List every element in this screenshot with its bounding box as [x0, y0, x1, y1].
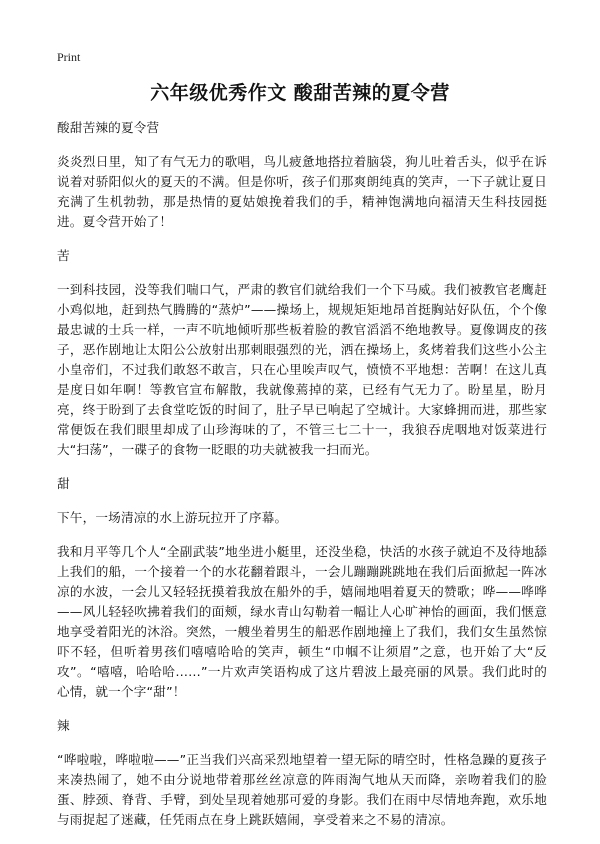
spicy-paragraph: “哗啦啦，哗啦啦——”正当我们兴高采烈地望着一望无际的晴空时，性格急躁的夏孩子来凑热闹了，她不由分说地带着那丝丝凉意的阵雨淘气地从天而降，亲吻着我们的脸蛋、脖颈、脊背、手臂，到处呈现着她那可爱的身影。我们在雨中尽情地奔跑，欢乐地与雨捉起了迷藏，任凭雨点在身上跳跃嬉闹，享受着来之不易的清凉。 — [57, 752, 547, 827]
page-title: 六年级优秀作文 酸甜苦辣的夏令营 — [150, 82, 450, 104]
sweet-paragraph-2: 我和月平等几个人“全副武装”地坐进小艇里，还没坐稳，快活的水孩子就迫不及待地舔上我们的船，一个接着一个的水花翻着跟斗，一会儿蹦蹦跳跳地在我们后面掀起一阵冰凉的水波，一会儿又轻轻抚摸着我放在船外的手，嬉闹地唱着夏天的赞歌；哗——哗哗——风儿轻轻吹拂着我们的面颊，绿水青山勾勒着一幅让人心旷神怡的画面，我们惬意地享受着阳光的沐浴。突然，一艘坐着男生的船恶作剧地撞上了我们，我们女生虽然惊吓不轻，但听着男孩们嘻嘻哈哈的笑声，顿生“巾帼不让须眉”之意，也开始了大“反攻”。“嘻嘻，哈哈哈……”一片欢声笑语构成了这片碧波上最亮丽的风景。我们此时的心情，就一个字“甜”！ — [57, 544, 547, 699]
article-body — [57, 118, 547, 844]
section-heading-sweet: 甜 — [57, 476, 70, 491]
bitter-paragraph: 一到科技园，没等我们喘口气，严肃的教官们就给我们一个下马威。我们被教官老鹰赶小鸡似地，赶到热气腾腾的“蒸炉”——操场上，规规矩矩地昂首挺胸站好队伍，个个像最忠诚的士兵一样，一声不吭地倾听那些板着脸的教官滔滔不绝地教导。夏像调皮的孩子，恶作剧地让太阳公公放射出那刺眼强烈的光，洒在操场上，炙烤着我们这些小公主小皇帝们，不过我们敢怒不敢言，只在心里唉声叹气，愤愤不平地想：苦啊！在这儿真是度日如年啊！等教官宣布解散，我就像蔫掉的菜，已经有气无力了。盼星星，盼月亮，终于盼到了去食堂吃饭的时间了，肚子早已响起了空城计。大家蜂拥而进，那些家常便饭在我们眼里却成了山珍海味的了，不管三七二十一，我狼吞虎咽地对饭菜进行大“扫荡”，一碟子的食物一眨眼的功夫就被我一扫而光。 — [57, 282, 547, 457]
sweet-paragraph-1: 下午，一场清凉的水上游玩拉开了序幕。 — [57, 510, 288, 525]
intro-paragraph: 炎炎烈日里，知了有气无力的歌唱，鸟儿疲惫地搭拉着脑袋，狗儿吐着舌头，似乎在诉说着对骄阳似火的夏天的不满。但是你听，孩子们那爽朗纯真的笑声，一下子就让夏日充满了生机勃勃，那是热情的夏姑娘挽着我们的手，精神饱满地向福清天生科技园挺进。夏令营开始了！ — [57, 154, 547, 229]
article-subtitle: 酸甜苦辣的夏令营 — [57, 120, 160, 135]
print-link[interactable]: Print — [57, 50, 81, 64]
section-heading-bitter: 苦 — [57, 248, 70, 263]
section-heading-spicy: 辣 — [57, 718, 70, 733]
